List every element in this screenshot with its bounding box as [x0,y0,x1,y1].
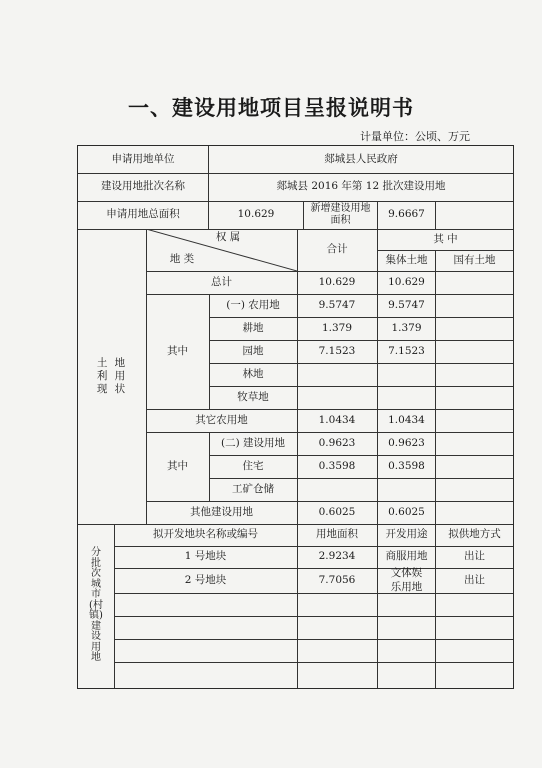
row-name-total: 总计 [211,275,232,288]
header-landtype: 地 类 [169,253,195,266]
row-name-cultivated: 耕地 [242,321,264,334]
header-collective: 集体土地 [385,253,428,266]
row-collective-other-construction: 0.6025 [388,505,425,518]
among-label-2: 其中 [167,460,188,473]
plot-name-1: 1 号地块 [184,550,227,563]
plot-name-2: 2 号地块 [184,573,227,586]
new-area-value: 9.6667 [388,208,425,221]
report-table [77,145,514,689]
row-name-forest: 林地 [242,367,264,380]
plot-header-area: 用地面积 [316,528,358,541]
row-total-other-construction: 0.6025 [318,505,356,518]
plot-area-2: 7.7056 [318,573,356,586]
plot-use-2: 文体娱乐用地 [390,567,423,593]
land-use-label: 土 地 利 用 现 状 [96,356,128,396]
plot-supply-2: 出让 [464,573,485,586]
row-total-farm: 9.5747 [318,298,356,311]
row-collective-construction: 0.9623 [388,436,425,449]
header-ownership: 权 属 [215,231,241,244]
row-collective-residential: 0.3598 [388,459,425,472]
plot-header-use: 开发用途 [385,528,428,541]
row-collective-cultivated: 1.379 [391,321,422,334]
row-name-garden: 园地 [242,344,264,357]
row-collective-total: 10.629 [388,275,425,288]
row-collective-other-farm: 1.0434 [388,413,425,426]
row-total-total: 10.629 [318,275,356,288]
row-name-other-construction: 其他建设用地 [190,505,253,518]
header-of-which: 其 中 [433,232,458,245]
document-title: 一、建设用地项目呈报说明书 [128,96,414,120]
row-name-other-farm: 其它农用地 [195,413,248,426]
plot-header-name: 拟开发地块名称或编号 [153,528,258,541]
row-name-industrial: 工矿仓储 [232,482,274,495]
row-name-pasture: 牧草地 [237,390,269,403]
row-total-cultivated: 1.379 [321,321,353,334]
plots-label: 分批次城市(村镇)建设用地 [89,547,103,664]
plot-use-1: 商服用地 [385,550,428,563]
row-collective-farm: 9.5747 [388,298,425,311]
batch-label: 建设用地批次名称 [101,180,185,193]
header-total: 合计 [326,243,348,256]
row-name-farm: (一) 农用地 [226,298,280,311]
row-name-residential: 住宅 [242,459,264,472]
plot-area-1: 2.9234 [318,550,356,563]
header-state: 国有土地 [453,253,496,266]
row-total-other-farm: 1.0434 [318,413,356,426]
applicant-value: 郯城县人民政府 [324,152,398,165]
plot-supply-1: 出让 [464,550,485,563]
row-total-residential: 0.3598 [318,459,356,472]
row-total-garden: 7.1523 [318,344,356,357]
new-area-label: 新增建设用地面积 [310,202,371,226]
batch-value: 郯城县 2016 年第 12 批次建设用地 [276,180,446,193]
row-name-construction: (二) 建设用地 [220,436,286,449]
row-total-construction: 0.9623 [318,436,356,449]
plot-header-supply: 拟供地方式 [448,528,501,541]
row-collective-garden: 7.1523 [388,344,425,357]
new-area-extra [436,201,513,229]
total-area-value: 10.629 [237,208,275,221]
among-label-1: 其中 [167,345,188,358]
applicant-label: 申请用地单位 [111,152,175,165]
total-area-label: 申请用地总面积 [106,208,180,221]
unit-note: 计量单位：公顷、万元 [360,130,470,143]
